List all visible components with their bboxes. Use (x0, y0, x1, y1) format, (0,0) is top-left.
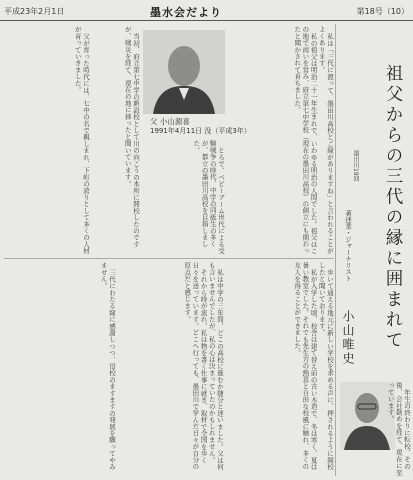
body-column-5: 歩いて通える地元に新しい学校を求める声に、押されるように開校したと聞いております。 私が入学した頃、校舎は建て替え前の古い木造で、冬は寒く、夏は暑い教室でした。それでも先生方の熱意と自由な校風に触れ、多くの友人を得ることができました。 (293, 262, 334, 470)
author-name: 小山唯史 (341, 310, 355, 366)
issue-date: 平成23年2月1日 (4, 7, 65, 16)
portrait-icon (143, 30, 225, 114)
body-column-2: 当初、府立第七中学の新設校として川の向こうの本所に開校したのですが、戦災を経て、現在の地に移ったと聞いています。 (123, 26, 140, 247)
page-header (0, 0, 413, 22)
body-column-4: とろで、ベビーブーム世代による受験戦争の時代、中学の同級生の多くが、都立の墨田川高校を目指しました。 (192, 140, 225, 254)
body-column-1: 私は「三代に渡って、墨田川高校とご縁がありますね」と言われることがよくあります。 私の祖父は明治二十一年生まれで、いわゆる明治の人間でした。祖父はこの地で商いを営み、府立第七中学校（現在の墨田川高校）の創立にも関わったと聞かされて育ちました。 (293, 26, 334, 254)
author-photo-column: 年生の終わりに転校、その後、会社勤めを経て、現在に至っています。 (386, 382, 411, 476)
newsletter-title: 墨水会だより (150, 6, 222, 19)
father-photo (143, 30, 225, 114)
issue-number: 第18号（10） (356, 7, 409, 16)
section-divider (4, 258, 334, 259)
body-column-6: 私は中学の三年間、どこの高校に進むか随分と迷いました。父は何も言いませんでしたが、私の心は決まっていたのかもしれません。 それから時が流れ、私は物を書く仕事に就き、取材で全国を歩く日々を送っています。どこへ行っても、墨田川で学んだ日々が自分の原点だと感じます。 (183, 262, 224, 470)
father-photo-caption: 父 小山源喜 (150, 117, 190, 126)
school-tag: 墨田川19回 (352, 150, 359, 182)
column-divider (335, 24, 336, 476)
author-role: 著述業・ジャーナリスト (344, 210, 352, 282)
article-title: 祖父からの三代の縁に囲まれて (383, 64, 403, 351)
body-column-3: 父が育った時代には、七中の名で親しまれ、下町の誇りとして多くの人材が育っていきました。 (73, 26, 90, 254)
father-photo-date: 1991年4月11日 没（平成3年） (150, 127, 251, 135)
header-rule (0, 20, 413, 21)
body-column-7: 三代にわたる縁に感謝しつつ、母校のますますの発展を願ってやみません。 (99, 262, 116, 470)
